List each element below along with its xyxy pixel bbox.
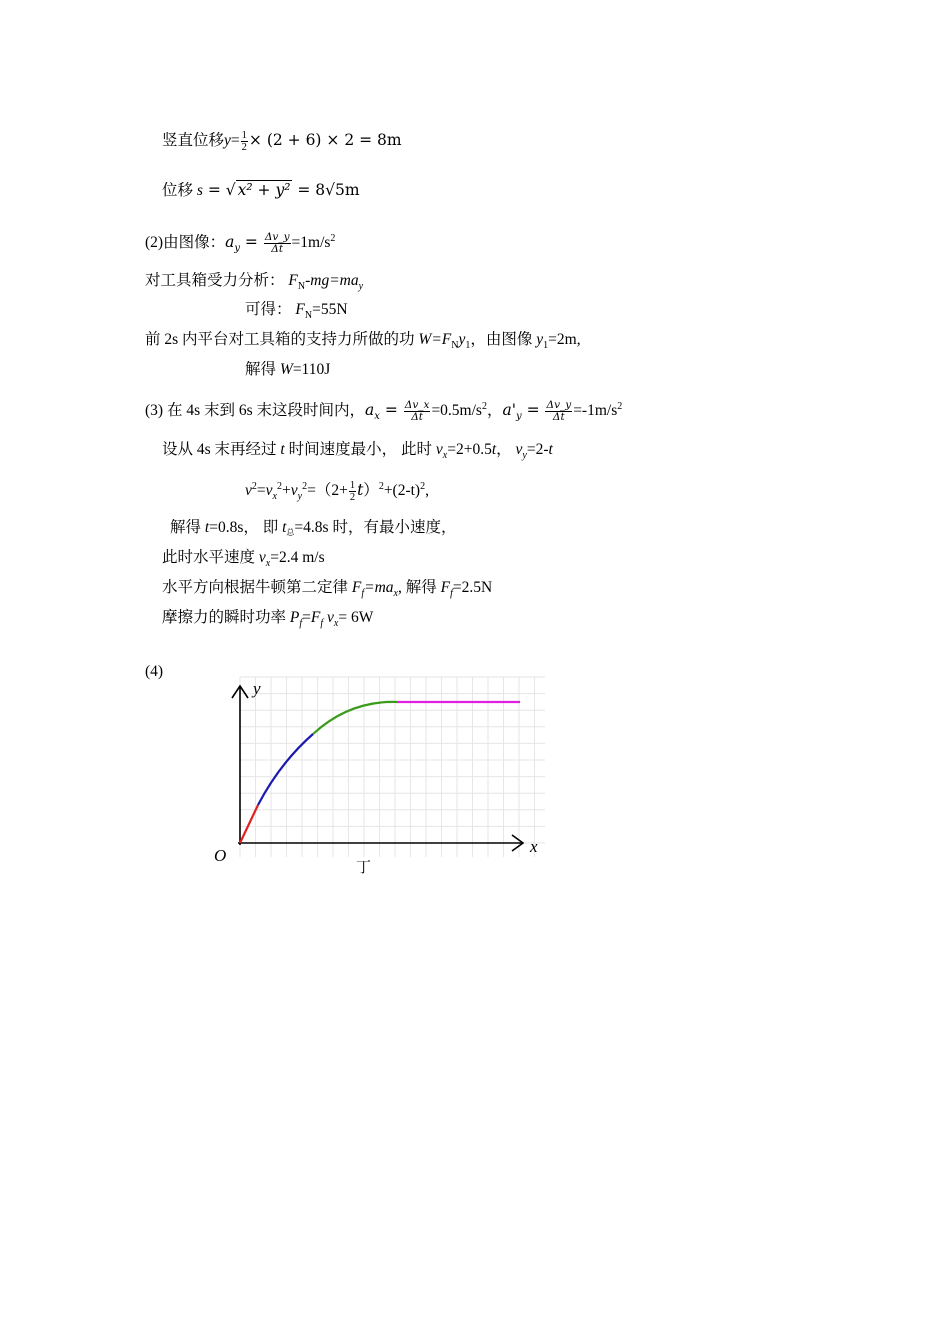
work-result-line xyxy=(245,360,330,380)
mid: , 解得 xyxy=(398,579,441,596)
F: F xyxy=(310,609,321,626)
work-line xyxy=(145,330,581,350)
ax-sub: x xyxy=(374,411,380,423)
vy-sub: y xyxy=(522,450,527,462)
W: W xyxy=(279,361,293,378)
prefix: (2)由图像： xyxy=(145,234,226,252)
F-sub: f xyxy=(320,618,324,630)
ax: a xyxy=(365,401,375,420)
x-axis-label: x xyxy=(530,837,538,856)
exp-4: 2 xyxy=(378,480,384,492)
P: P xyxy=(289,609,300,626)
value: =0.8s， 即 xyxy=(209,519,283,536)
trajectory-segment-2 xyxy=(258,734,313,805)
v: v xyxy=(323,609,334,626)
text: 设从 4s 末再经过 xyxy=(162,441,281,458)
figure-caption: 丁 xyxy=(356,858,372,876)
end: =2m, xyxy=(548,331,581,348)
t: t xyxy=(204,519,210,536)
label: 解得 xyxy=(170,519,205,536)
t3: t xyxy=(548,441,553,458)
eq: =ma xyxy=(364,579,394,596)
value: = 6W xyxy=(338,609,374,626)
text: 水平方向根据牛顿第二定律 xyxy=(162,579,352,596)
end: =4.8s 时，有最小速度， xyxy=(294,519,457,536)
exp-1: 2 xyxy=(251,480,257,492)
var: s xyxy=(196,182,203,199)
F2: F xyxy=(440,579,451,596)
speed-squared-line xyxy=(245,480,429,503)
radicand: x² + y² xyxy=(237,181,291,199)
a: a xyxy=(225,233,235,252)
vy-value: =2- xyxy=(526,441,549,458)
vertical-displacement-line xyxy=(162,130,402,153)
vx-sub: x xyxy=(442,450,448,462)
eq: = xyxy=(239,233,263,252)
F: F xyxy=(288,272,298,289)
label: 对工具箱受力分析： xyxy=(145,272,285,289)
vx-sub: x xyxy=(272,491,277,503)
result: = 8√5m xyxy=(292,181,360,199)
fraction xyxy=(349,480,356,503)
velocity-setup-line xyxy=(162,440,553,460)
eq: = xyxy=(302,609,311,626)
t: t xyxy=(280,441,285,458)
a-sub: y xyxy=(234,243,240,255)
numerator: Δv_y xyxy=(546,399,572,411)
t: t xyxy=(357,481,364,500)
value-2: =-1m/s xyxy=(573,402,618,420)
prefix: (3) 在 4s 末到 6s 末这段时间内， xyxy=(145,402,366,420)
exponent-2: 2 xyxy=(617,400,623,412)
vx: v xyxy=(435,441,443,458)
text: 前 2s 内平台对工具箱的支持力所做的功 xyxy=(145,331,419,348)
sqrt-sign: √ xyxy=(225,181,236,199)
exp-5: 2 xyxy=(420,480,426,492)
t-sub: 总 xyxy=(286,528,295,537)
denominator: Δt xyxy=(552,411,565,423)
eq: = xyxy=(230,132,240,150)
open: =（2+ xyxy=(307,482,348,500)
displacement-line xyxy=(162,180,360,201)
grid xyxy=(240,677,545,857)
v: v xyxy=(258,549,266,566)
expression: × (2 + 6) × 2 = 8m xyxy=(248,131,402,150)
t2: t xyxy=(491,441,497,458)
label: 竖直位移 xyxy=(162,132,225,150)
numerator: Δv_x xyxy=(404,399,430,411)
F2-sub: f xyxy=(450,588,453,600)
value: =2.4 m/s xyxy=(270,549,325,566)
label: 可得： xyxy=(245,301,292,318)
eq: = xyxy=(256,482,266,500)
denominator: 2 xyxy=(349,492,356,503)
v: v xyxy=(245,482,252,500)
horizontal-speed-line xyxy=(162,548,325,568)
y-sub: 1 xyxy=(465,340,471,352)
fraction xyxy=(241,130,248,153)
y1: y xyxy=(536,331,544,348)
trajectory-figure xyxy=(205,672,555,882)
y1-sub: 1 xyxy=(543,340,549,352)
v-sub: x xyxy=(333,618,339,630)
comma: ， xyxy=(496,441,516,458)
denominator: Δt xyxy=(271,243,284,255)
eq: = xyxy=(202,181,226,199)
numerator: 1 xyxy=(349,480,356,491)
ay-sub: y xyxy=(515,411,522,423)
denominator: Δt xyxy=(411,411,423,423)
a-sub: x xyxy=(393,588,398,600)
exp-2: 2 xyxy=(276,480,282,492)
fraction-2 xyxy=(545,400,572,423)
P-sub: f xyxy=(299,618,303,630)
F-sub: N xyxy=(304,310,313,322)
rest: +(2-t) xyxy=(383,482,421,500)
time-result-line xyxy=(170,518,456,543)
part-4-label xyxy=(145,662,163,682)
value: =2.5N xyxy=(452,579,493,596)
a-sub: y xyxy=(358,281,364,293)
y-axis-label: y xyxy=(253,679,261,698)
separator: ， xyxy=(486,402,503,420)
numerator: 1 xyxy=(241,130,247,141)
label: (4) xyxy=(145,663,164,680)
value: =110J xyxy=(292,361,331,378)
eq-2: = xyxy=(521,401,545,420)
result-fn-line xyxy=(245,300,348,320)
denominator: 2 xyxy=(241,142,247,153)
F-sub: N xyxy=(451,340,459,352)
ay-line xyxy=(145,232,335,255)
numerator: Δv_y xyxy=(264,231,290,243)
end: , xyxy=(425,482,429,500)
eq: = xyxy=(379,401,403,420)
mid: ，由图像 xyxy=(470,331,537,348)
F: F xyxy=(351,579,362,596)
text: 摩擦力的瞬时功率 xyxy=(162,609,290,626)
label: 位移 xyxy=(162,182,194,199)
fraction xyxy=(264,232,291,255)
text: 此时水平速度 xyxy=(162,549,259,566)
trajectory-segment-3 xyxy=(313,702,398,734)
vy-sub: y xyxy=(297,491,303,503)
vx: v xyxy=(265,482,273,500)
close: ） xyxy=(363,482,379,500)
newton-law-line xyxy=(162,578,492,598)
exponent-1: 2 xyxy=(481,400,487,412)
mid: 时间速度最小， 此时 xyxy=(284,441,436,458)
F: F xyxy=(295,301,305,318)
W: W=F xyxy=(418,331,452,348)
ay: a' xyxy=(502,401,516,420)
exponent: 2 xyxy=(330,232,336,244)
fraction-1 xyxy=(404,400,431,423)
vx-value: =2+0.5 xyxy=(447,441,492,458)
y: y xyxy=(458,331,466,348)
F-sub: f xyxy=(361,588,365,600)
force-analysis-line xyxy=(145,271,363,291)
equation: -mg=ma xyxy=(305,272,359,289)
vy: v xyxy=(290,482,298,500)
plus: + xyxy=(281,482,291,500)
value: =1m/s xyxy=(291,234,331,252)
acceleration-line xyxy=(145,400,622,423)
origin-label: O xyxy=(214,846,227,865)
v-sub: x xyxy=(265,558,271,570)
exp-3: 2 xyxy=(302,480,308,492)
t2: t xyxy=(282,519,287,536)
label: 解得 xyxy=(245,361,280,378)
vy: v xyxy=(515,441,523,458)
F-sub: N xyxy=(297,281,306,293)
value-1: =0.5m/s xyxy=(431,402,482,420)
value: =55N xyxy=(312,301,348,318)
var: y xyxy=(224,132,231,150)
power-line xyxy=(162,608,373,628)
